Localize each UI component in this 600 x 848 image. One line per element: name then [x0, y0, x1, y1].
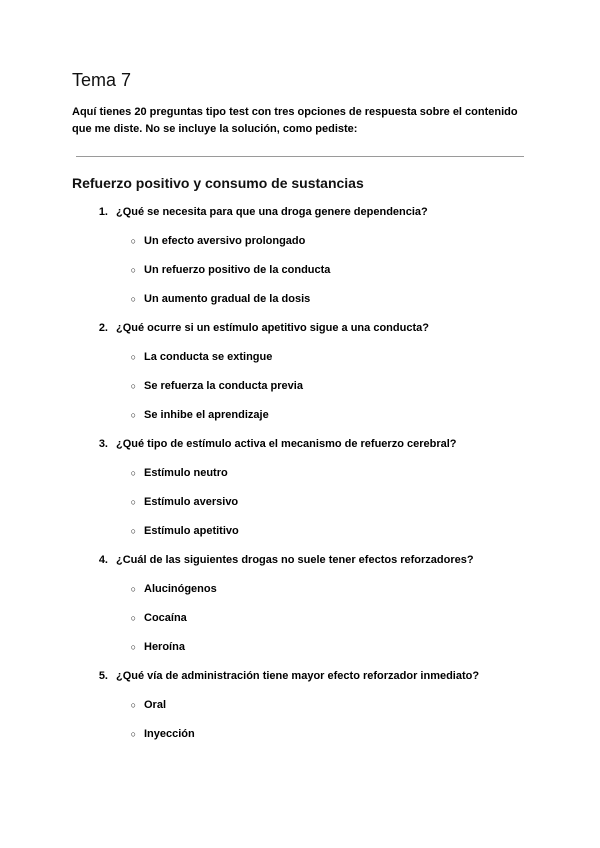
option-item — [72, 291, 542, 307]
circle-bullet-icon: ○ — [130, 497, 136, 507]
option-item — [72, 610, 542, 626]
option-text: Un efecto aversivo prolongado — [144, 235, 306, 247]
circle-bullet-icon: ○ — [130, 584, 136, 594]
option-text: Estímulo apetitivo — [144, 525, 239, 537]
question-item — [72, 204, 542, 307]
question-number: 2. — [98, 322, 108, 334]
circle-bullet-icon: ○ — [130, 729, 136, 739]
option-item — [72, 233, 542, 249]
circle-bullet-icon: ○ — [130, 294, 136, 304]
option-list — [72, 233, 542, 307]
option-text: Oral — [144, 699, 167, 711]
circle-bullet-icon: ○ — [130, 352, 136, 362]
option-text: Estímulo aversivo — [144, 496, 239, 508]
circle-bullet-icon: ○ — [130, 468, 136, 478]
question-item — [72, 552, 542, 655]
option-text: Heroína — [144, 641, 185, 653]
question-number: 5. — [98, 670, 108, 682]
circle-bullet-icon: ○ — [130, 236, 136, 246]
option-list — [72, 349, 542, 423]
question-text: ¿Qué ocurre si un estímulo apetitivo sigue a una conducta? — [116, 322, 429, 334]
option-item — [72, 378, 542, 394]
option-text: Un aumento gradual de la dosis — [144, 293, 311, 305]
option-item — [72, 639, 542, 655]
question-text: ¿Qué tipo de estímulo activa el mecanismo de refuerzo cerebral? — [116, 438, 457, 450]
option-text: Cocaína — [144, 612, 187, 624]
option-text: La conducta se extingue — [144, 351, 273, 363]
option-item — [72, 262, 542, 278]
option-text: Un refuerzo positivo de la conducta — [144, 264, 331, 276]
option-item — [72, 494, 542, 510]
option-text: Inyección — [144, 728, 195, 740]
circle-bullet-icon: ○ — [130, 700, 136, 710]
question-number: 3. — [98, 438, 108, 450]
page-title: Tema 7 — [72, 70, 132, 90]
question-item — [72, 668, 542, 742]
option-item — [72, 726, 542, 742]
option-list — [72, 465, 542, 539]
option-item — [72, 465, 542, 481]
question-number: 4. — [98, 554, 108, 566]
question-item — [72, 436, 542, 539]
question-item — [72, 320, 542, 423]
circle-bullet-icon: ○ — [130, 526, 136, 536]
circle-bullet-icon: ○ — [130, 410, 136, 420]
option-list — [72, 581, 542, 655]
question-text: ¿Cuál de las siguientes drogas no suele tener efectos reforzadores? — [116, 554, 474, 566]
option-text: Se inhibe el aprendizaje — [144, 409, 269, 421]
circle-bullet-icon: ○ — [130, 265, 136, 275]
circle-bullet-icon: ○ — [130, 642, 136, 652]
option-item — [72, 349, 542, 365]
option-list — [72, 697, 542, 742]
option-item — [72, 697, 542, 713]
option-text: Se refuerza la conducta previa — [144, 380, 303, 392]
option-text: Estímulo neutro — [144, 467, 228, 479]
circle-bullet-icon: ○ — [130, 381, 136, 391]
section-title: Refuerzo positivo y consumo de sustancias — [72, 175, 364, 191]
option-item — [72, 523, 542, 539]
option-item — [72, 407, 542, 423]
intro-paragraph: Aquí tienes 20 preguntas tipo test con tres opciones de respuesta sobre el contenido que me diste. No se incluye la solución, como pediste: — [72, 106, 518, 135]
option-text: Alucinógenos — [144, 583, 217, 595]
circle-bullet-icon: ○ — [130, 613, 136, 623]
horizontal-divider — [76, 156, 524, 157]
question-text: ¿Qué se necesita para que una droga genere dependencia? — [116, 206, 428, 218]
question-list — [72, 204, 542, 742]
option-item — [72, 581, 542, 597]
question-number: 1. — [98, 206, 108, 218]
question-text: ¿Qué vía de administración tiene mayor efecto reforzador inmediato? — [116, 670, 480, 682]
